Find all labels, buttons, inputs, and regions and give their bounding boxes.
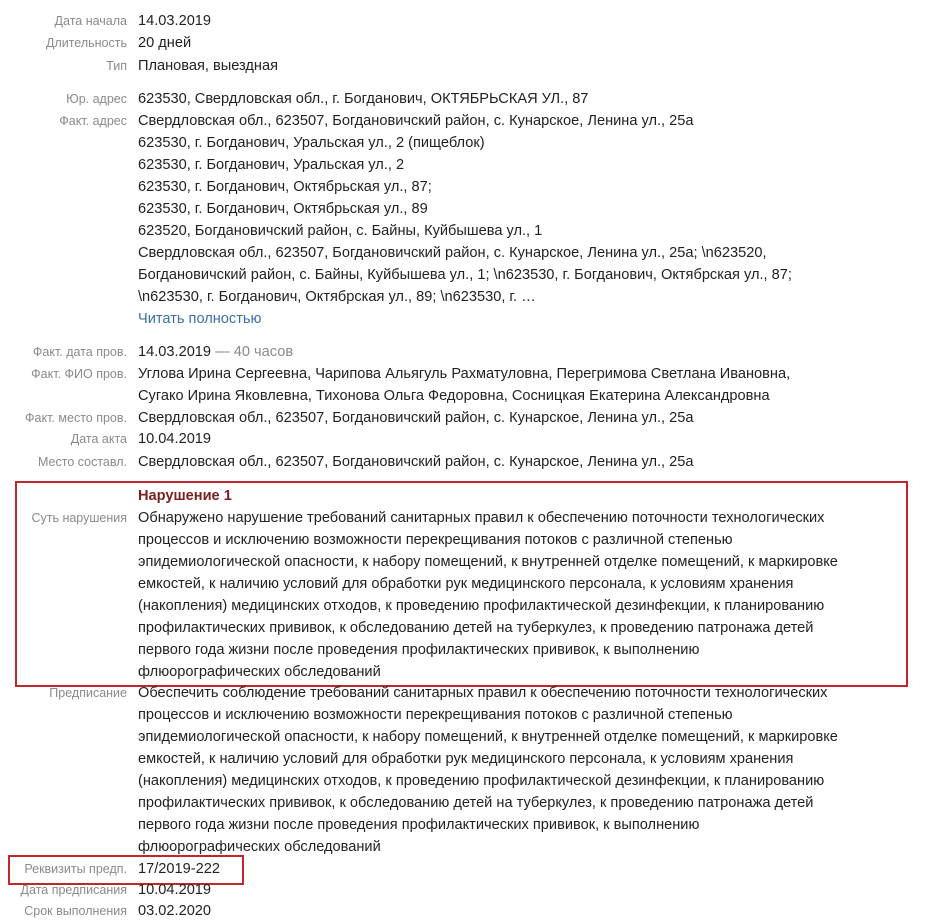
field-label: Суть нарушения [31,511,127,525]
field-value: 20 дней [138,35,192,51]
field-label: Предписание [49,686,127,700]
address-line: 623530, г. Богданович, Уральская ул., 2 (пищеблок) [138,135,485,151]
field-value: Свердловская обл., 623507, Богдановичский район, с. Кунарское, Ленина ул., 25а [138,410,694,426]
inspectors-line: Сугако Ирина Яковлевна, Тихонова Ольга Федоровна, Сосницкая Екатерина Александровна [138,388,770,404]
read-more-link[interactable]: Читать полностью [138,311,262,327]
prescription-line: первого года жизни после проведения профилактических прививок, к выполнению [138,817,700,833]
address-line: 623530, г. Богданович, Октябрьская ул., 89 [138,201,428,217]
field-label: Длительность [45,36,127,50]
inspectors-line: Углова Ирина Сергеевна, Чарипова Альягуль Рахматуловна, Перегримова Светлана Ивановна, [138,366,791,382]
field-label: Факт. место пров. [25,411,127,425]
violation-heading: Нарушение 1 [138,488,232,504]
violation-line: эпидемиологической опасности, к набору помещений, к внутренней отделке помещений, к маркировке [138,554,838,570]
field-value: 14.03.2019 [138,13,212,29]
field-label: Факт. адрес [59,114,127,128]
field-value [138,363,918,407]
address-line: Богдановичский район, с. Байны, Куйбышева ул., 1; \n623530, г. Богданович, Октябрская ул., 87; [138,267,792,283]
prescription-line: (накопления) медицинских отходов, к проведению профилактической дезинфекции, к планированию [138,773,825,789]
field-value: 10.04.2019 [138,882,212,898]
violation-line: емкостей, к наличию условий для обработки рук медицинского персонала, к условиям хранения [138,576,794,592]
address-line: 623530, г. Богданович, Октябрьская ул., 87; [138,179,432,195]
violation-line: флюорографических обследований [138,664,381,680]
field-value [138,682,918,858]
field-label: Факт. дата пров. [32,345,127,359]
field-value [138,110,918,330]
field-value [138,341,918,363]
field-value: 10.04.2019 [138,431,212,447]
field-label: Дата акта [70,432,127,446]
violation-line: процессов и исключению возможности перекрещивания потоков с различной степенью [138,532,733,548]
address-line: Свердловская обл., 623507, Богдановичский район, с. Кунарское, Ленина ул., 25а; \n623520, [138,245,767,261]
field-value: 03.02.2020 [138,903,212,919]
field-label: Тип [106,59,127,73]
address-line: Свердловская обл., 623507, Богдановичский район, с. Кунарское, Ленина ул., 25а [138,113,694,129]
prescription-line: Обеспечить соблюдение требований санитарных правил к обеспечению поточности технологических [138,685,828,701]
check-date: 14.03.2019 [138,344,212,360]
prescription-line: емкостей, к наличию условий для обработки рук медицинского персонала, к условиям хранения [138,751,794,767]
field-value: 623530, Свердловская обл., г. Богданович, ОКТЯБРЬСКАЯ УЛ., 87 [138,91,589,107]
field-label: Факт. ФИО пров. [31,367,127,381]
field-label: Реквизиты предп. [24,862,127,876]
violation-line: (накопления) медицинских отходов, к проведению профилактической дезинфекции, к планированию [138,598,825,614]
address-line: 623520, Богдановичский район, с. Байны, Куйбышева ул., 1 [138,223,543,239]
prescription-line: профилактических прививок, к обследованию детей на туберкулез, к проведению патронажа детей [138,795,814,811]
violation-line: профилактических прививок, к обследованию детей на туберкулез, к проведению патронажа детей [138,620,814,636]
prescription-line: процессов и исключению возможности перекрещивания потоков с различной степенью [138,707,733,723]
address-line: 623530, г. Богданович, Уральская ул., 2 [138,157,405,173]
check-duration: — 40 часов [215,344,294,360]
address-line: \n623530, г. Богданович, Октябрская ул., 89; \n623530, г. … [138,289,536,305]
field-label: Юр. адрес [66,92,127,106]
violation-line: первого года жизни после проведения профилактических прививок, к выполнению [138,642,700,658]
violation-line: Обнаружено нарушение требований санитарных правил к обеспечению поточности технологических [138,510,825,526]
field-label: Дата начала [54,14,127,28]
field-label: Срок выполнения [24,904,127,918]
field-value: Плановая, выездная [138,58,279,74]
field-value [138,507,918,683]
field-value: Свердловская обл., 623507, Богдановичский район, с. Кунарское, Ленина ул., 25а [138,454,694,470]
prescription-line: эпидемиологической опасности, к набору помещений, к внутренней отделке помещений, к маркировке [138,729,838,745]
field-label: Дата предписания [20,883,127,897]
prescription-line: флюорографических обследований [138,839,381,855]
field-label: Место составл. [37,455,127,469]
field-value: 17/2019-222 [138,861,220,877]
